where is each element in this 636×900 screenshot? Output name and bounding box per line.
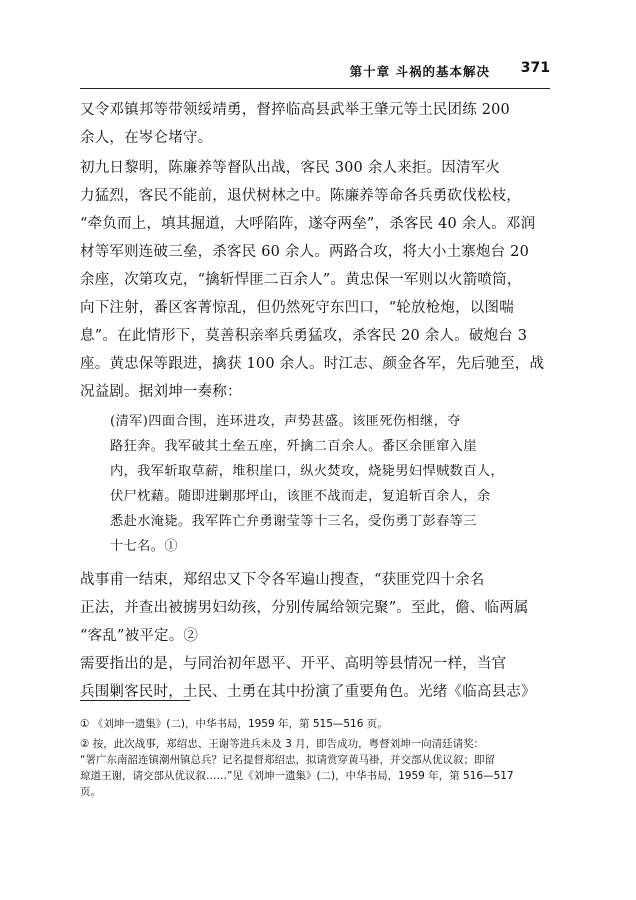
body-line: 初九日黎明，陈廉养等督队出战，客民 300 余人来拒。因清军火 [80, 160, 501, 176]
body-line: 正法，并查出被掳男妇幼孩，分别传属给领完聚”。至此，儋、临两属 [80, 600, 529, 616]
footnote-line: “署广东南韶连镇潮州镇总兵？记名提督郑绍忠，拟请赏穿黄马褂，并交部从优议叙；即留 [80, 754, 495, 766]
chapter-title: 第十章 斗祸的基本解决 [349, 64, 490, 79]
footnote-line: ① 《刘坤一遗集》(二)，中华书局，1959 年，第 515—516 页。 [80, 718, 388, 730]
body-line: 兵围剿客民时，土民、土勇在其中扮演了重要角色。光绪《临高县志》 [80, 684, 536, 700]
running-header [80, 52, 550, 89]
quote-line: 悉赴水淹毙。我军阵亡弁勇谢莹等十三名，受伤勇丁彭春等三 [110, 514, 477, 529]
body-line: 座。黄忠保等跟进，擒获 100 余人。时江志、颜金各军，先后驰至，战 [80, 356, 545, 372]
footnote-line: ② 按，此次战事，郑绍忠、王谢等进兵未及 3 月，即告成功，粤督刘坤一向清廷请奖： [80, 738, 485, 750]
body-line: 战事甫一结束，郑绍忠又下令各军遍山搜查，“获匪党四十余名 [80, 572, 485, 588]
body-line: 需要指出的是，与同治初年恩平、开平、高明等县情况一样，当官 [80, 656, 507, 672]
body-line: 息”。在此情形下，莫善积亲率兵勇猛攻，杀客民 20 余人。破炮台 3 [80, 328, 528, 344]
body-line: “牵负而上，填其掘道，大呼陷阵，遂夺两垒”，杀客民 40 余人。邓润 [80, 216, 536, 232]
page-number: 371 [520, 60, 550, 76]
body-line: 余座，次第攻克，“擒斩悍匪二百余人”。黄忠保一军则以火箭喷筒， [80, 272, 522, 288]
quote-line: 伏尸枕藉。随即进剿那坪山，该匪不战而走，复追斩百余人，余 [110, 489, 491, 504]
quote-line: 十七名。① [110, 539, 178, 554]
footnote-line: 页。 [80, 786, 101, 798]
body-line: 向下注射，番区客菁惊乱，但仍然死守东凹口，“轮放枪炮，以图喘 [80, 300, 514, 316]
body-line: 材等军则连破三垒，杀客民 60 余人。两路合攻，将大小土寨炮台 20 [80, 244, 530, 260]
quote-line: 内，我军斩取草薪，堆积崖口，纵火焚攻，烧毙男妇悍贼数百人， [110, 464, 505, 479]
quote-line: (清军)四面合围，连环进攻，声势甚盛。该匪死伤相继，夺 [110, 414, 461, 429]
footnote-line: 琼道王谢，请交部从优议叙……”见《刘坤一遗集》(二)，中华书局，1959 年，第 516—517 [80, 770, 514, 782]
body-line: 余人，在岑仑堵守。 [80, 130, 213, 146]
footnote-divider [80, 700, 190, 701]
body-line: 力猛烈，客民不能前，退伏树林之中。陈廉养等命各兵勇砍伐松枝， [80, 188, 521, 204]
quote-line: 路狂奔。我军破其土垒五座，歼擒二百余人。番区余匪窜入崖 [110, 439, 477, 454]
body-line: “客乱”被平定。② [80, 628, 199, 644]
body-line: 况益剧。据刘坤一奏称： [80, 384, 242, 400]
body-line: 又令邓镇邦等带领绥靖勇，督捽临高县武举王肇元等土民团练 200 [80, 102, 510, 118]
